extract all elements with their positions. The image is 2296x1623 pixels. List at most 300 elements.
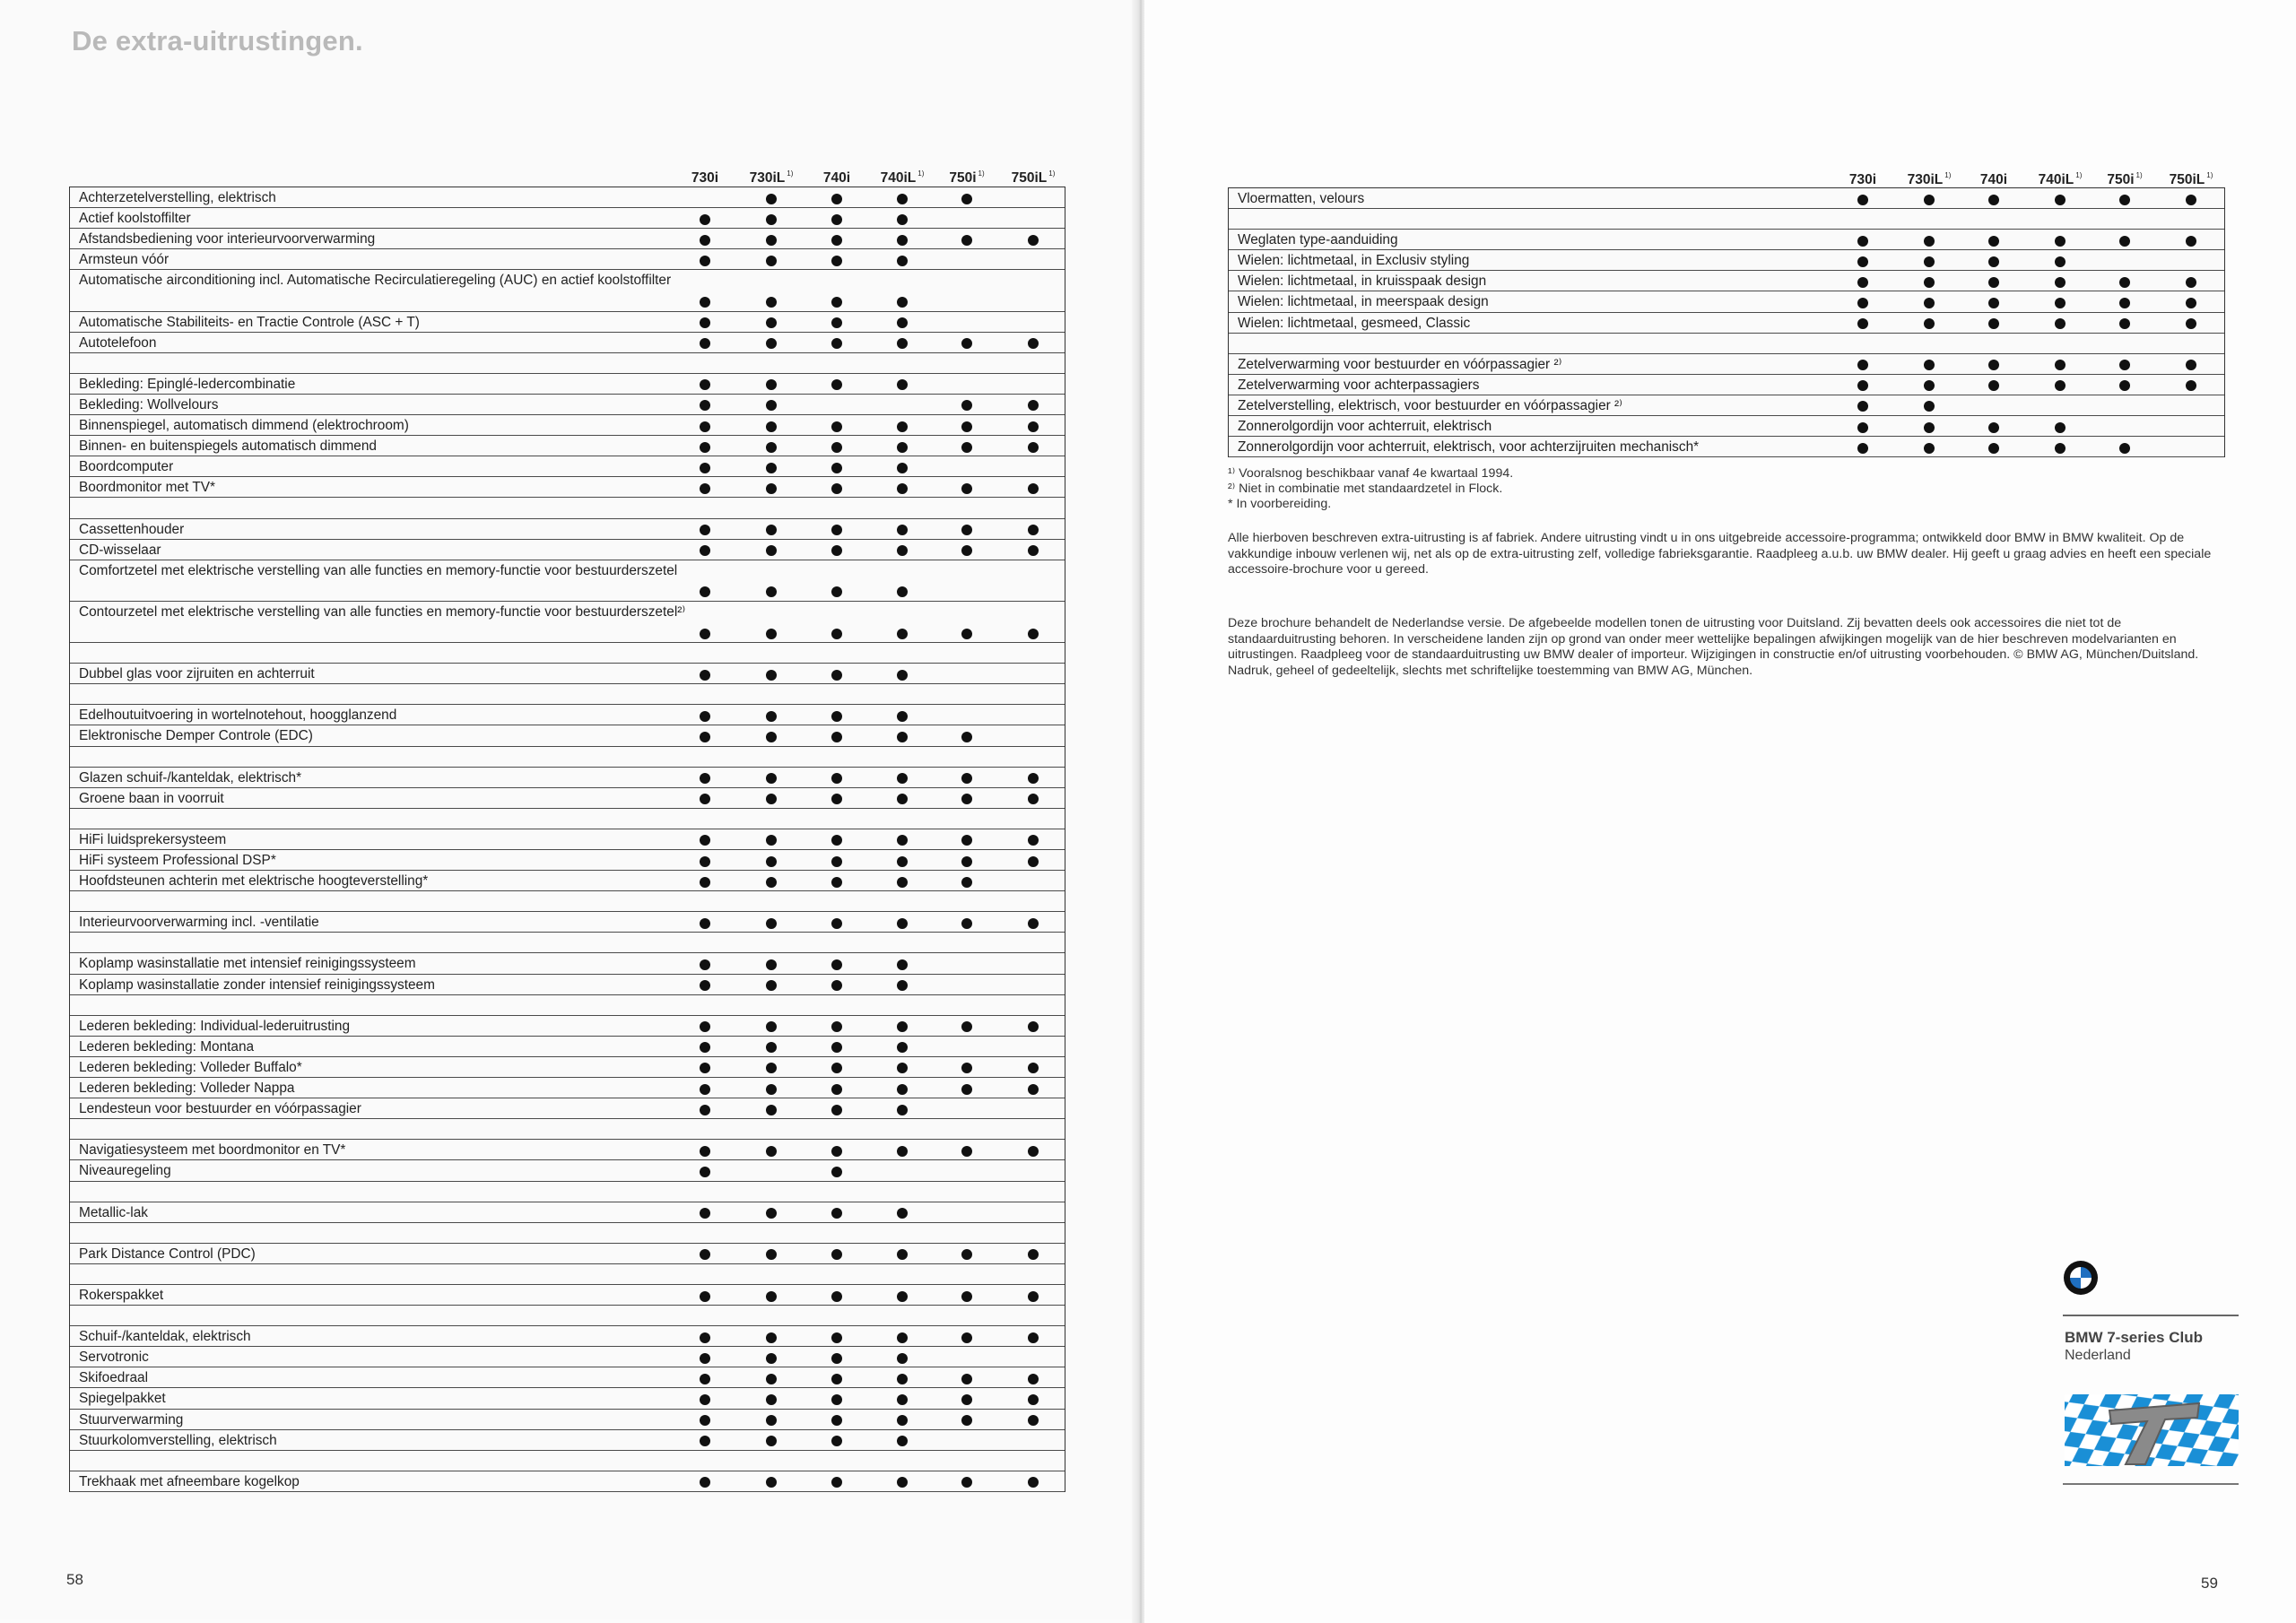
table-row: [1229, 375, 2224, 395]
availability-dot: [1857, 360, 1868, 370]
row-label: Weglaten type-aanduiding: [1238, 232, 1398, 248]
availability-dot: [1857, 318, 1868, 329]
availability-dot: [766, 1146, 777, 1157]
availability-dot: [831, 235, 842, 246]
availability-dot: [831, 545, 842, 556]
availability-dot: [831, 773, 842, 784]
availability-dot: [961, 773, 972, 784]
table-row: [70, 333, 1065, 353]
table-row: [70, 1326, 1065, 1347]
column-header-label: 730i: [691, 170, 719, 186]
availability-dot: [700, 1042, 710, 1053]
availability-dot: [831, 1084, 842, 1095]
availability-dot: [2186, 380, 2196, 391]
availability-dot: [700, 256, 710, 266]
availability-dot: [766, 711, 777, 722]
column-header: [1908, 172, 1952, 188]
row-label: Lederen bekleding: Volleder Nappa: [79, 1081, 295, 1097]
availability-dot: [897, 483, 908, 494]
club-name: BMW 7-series Club: [2065, 1329, 2203, 1346]
column-header-footnote: 1): [2206, 171, 2213, 179]
availability-dot: [831, 194, 842, 204]
row-label: Spiegelpakket: [79, 1391, 166, 1407]
availability-dot: [831, 835, 842, 846]
availability-dot: [831, 421, 842, 432]
availability-dot: [897, 1415, 908, 1426]
column-header-footnote: 1): [2075, 171, 2083, 179]
availability-dot: [1924, 277, 1935, 288]
availability-dot: [897, 1374, 908, 1384]
availability-dot: [831, 338, 842, 349]
availability-dot: [2119, 277, 2130, 288]
table-spacer-row: [1229, 334, 2224, 354]
table-row: [70, 1078, 1065, 1098]
availability-dot: [831, 711, 842, 722]
availability-dot: [2186, 318, 2196, 329]
column-header-label: 730iL: [1907, 172, 1944, 187]
table-row: [70, 270, 1065, 311]
availability-dot: [1028, 1291, 1039, 1302]
availability-dot: [1028, 794, 1039, 804]
availability-dot: [1988, 277, 1999, 288]
availability-dot: [766, 773, 777, 784]
table-row: [70, 1410, 1065, 1430]
availability-dot: [831, 980, 842, 991]
table-row: [70, 249, 1065, 270]
availability-dot: [897, 442, 908, 453]
availability-dot: [1924, 380, 1935, 391]
availability-dot: [897, 317, 908, 328]
availability-dot: [700, 214, 710, 225]
availability-dot: [831, 1353, 842, 1364]
table-row: [70, 477, 1065, 498]
availability-dot: [831, 856, 842, 867]
availability-dot: [1857, 277, 1868, 288]
availability-dot: [2186, 277, 2196, 288]
column-header-label: 750i: [2107, 172, 2135, 187]
availability-dot: [2055, 380, 2066, 391]
availability-dot: [2119, 298, 2130, 308]
table-row: [70, 725, 1065, 746]
table-row: [70, 540, 1065, 560]
availability-dot: [961, 525, 972, 535]
availability-dot: [897, 1084, 908, 1095]
availability-dot: [831, 629, 842, 639]
column-header-label: 730i: [1848, 172, 1877, 187]
availability-dot: [766, 732, 777, 742]
availability-dot: [766, 483, 777, 494]
row-label: Contourzetel met elektrische verstelling van alle functies en memory-functie voor bestuurderszetel²⁾: [79, 603, 686, 620]
table-row: [70, 1037, 1065, 1057]
availability-dot: [961, 1394, 972, 1405]
availability-dot: [831, 1291, 842, 1302]
availability-dot: [831, 1249, 842, 1260]
table-row: [70, 1430, 1065, 1451]
footnotes: [1228, 466, 2223, 512]
table-spacer-row: [70, 891, 1065, 912]
availability-dot: [831, 256, 842, 266]
availability-dot: [1028, 235, 1039, 246]
availability-dot: [831, 1021, 842, 1032]
table-row: [1229, 354, 2224, 375]
availability-dot: [961, 1146, 972, 1157]
availability-dot: [700, 835, 710, 846]
availability-dot: [2186, 195, 2196, 205]
availability-dot: [1857, 443, 1868, 454]
availability-dot: [831, 586, 842, 597]
availability-dot: [1028, 1084, 1039, 1095]
availability-dot: [897, 1105, 908, 1115]
availability-dot: [1924, 318, 1935, 329]
availability-dot: [766, 856, 777, 867]
availability-dot: [961, 400, 972, 411]
availability-dot: [831, 1394, 842, 1405]
availability-dot: [897, 379, 908, 390]
availability-dot: [961, 421, 972, 432]
table-row: [1229, 271, 2224, 291]
row-label: Niveauregeling: [79, 1163, 171, 1179]
table-row: [70, 912, 1065, 933]
row-label: Edelhoutuitvoering in wortelnotehout, hoogglanzend: [79, 707, 397, 724]
page-number-right: 59: [2201, 1575, 2218, 1592]
table-spacer-row: [70, 1306, 1065, 1326]
availability-dot: [2055, 195, 2066, 205]
table-row: [70, 1285, 1065, 1306]
table-row: [70, 312, 1065, 333]
availability-dot: [700, 1415, 710, 1426]
availability-dot: [1028, 1249, 1039, 1260]
availability-dot: [766, 959, 777, 970]
availability-dot: [1924, 236, 1935, 247]
availability-dot: [1988, 318, 1999, 329]
table-row: [70, 1244, 1065, 1264]
availability-dot: [831, 1063, 842, 1073]
availability-dot: [831, 1105, 842, 1115]
table-row: [70, 1367, 1065, 1388]
table-row: [1229, 230, 2224, 250]
availability-dot: [961, 629, 972, 639]
availability-dot: [961, 1477, 972, 1488]
availability-dot: [897, 1291, 908, 1302]
availability-dot: [2186, 360, 2196, 370]
row-label: Zetelverstelling, elektrisch, voor bestuurder en vóórpassagier ²⁾: [1238, 397, 1622, 413]
availability-dot: [766, 1208, 777, 1219]
table-row: [1229, 250, 2224, 271]
column-header: [2039, 172, 2083, 188]
availability-dot: [831, 525, 842, 535]
availability-dot: [1857, 256, 1868, 267]
table-row: [1229, 395, 2224, 416]
availability-dot: [700, 442, 710, 453]
availability-dot: [766, 1021, 777, 1032]
availability-dot: [897, 194, 908, 204]
availability-dot: [700, 1436, 710, 1446]
table-row: [70, 456, 1065, 477]
row-label: Rokerspakket: [79, 1287, 164, 1303]
row-label: Automatische Stabiliteits- en Tractie Controle (ASC + T): [79, 314, 420, 330]
availability-dot: [897, 421, 908, 432]
availability-dot: [831, 1208, 842, 1219]
availability-dot: [831, 483, 842, 494]
row-label: Hoofdsteunen achterin met elektrische hoogteverstelling*: [79, 873, 429, 890]
availability-dot: [897, 214, 908, 225]
availability-dot: [961, 1415, 972, 1426]
availability-dot: [831, 959, 842, 970]
availability-dot: [1028, 773, 1039, 784]
bavarian-seven-emblem-icon: [2065, 1394, 2239, 1466]
table-spacer-row: [1229, 209, 2224, 230]
availability-dot: [897, 1394, 908, 1405]
availability-dot: [831, 670, 842, 681]
row-label: Wielen: lichtmetaal, gesmeed, Classic: [1238, 315, 1471, 331]
availability-dot: [766, 670, 777, 681]
availability-dot: [700, 463, 710, 473]
row-label: Glazen schuif-/kanteldak, elektrisch*: [79, 769, 302, 785]
availability-dot: [1988, 422, 1999, 433]
row-label: Zetelverwarming voor achterpassagiers: [1238, 377, 1480, 393]
table-row: [70, 229, 1065, 249]
table-row: [70, 788, 1065, 809]
availability-dot: [897, 256, 908, 266]
availability-dot: [766, 1042, 777, 1053]
availability-dot: [700, 317, 710, 328]
availability-dot: [897, 1332, 908, 1343]
availability-dot: [1028, 1146, 1039, 1157]
availability-dot: [766, 421, 777, 432]
availability-dot: [766, 918, 777, 929]
table-row: [70, 1388, 1065, 1409]
table-spacer-row: [70, 1264, 1065, 1285]
row-label: Koplamp wasinstallatie met intensief reinigingssysteem: [79, 956, 416, 972]
availability-dot: [1028, 525, 1039, 535]
availability-dot: [766, 1415, 777, 1426]
availability-dot: [831, 1167, 842, 1177]
column-header: [2170, 172, 2213, 188]
availability-dot: [700, 483, 710, 494]
footnote: * In voorbereiding.: [1228, 497, 1332, 511]
availability-dot: [766, 235, 777, 246]
availability-dot: [2055, 256, 2066, 267]
page-title: De extra-uitrustingen.: [72, 25, 363, 56]
availability-dot: [961, 442, 972, 453]
availability-dot: [961, 1249, 972, 1260]
availability-dot: [700, 338, 710, 349]
availability-dot: [831, 1436, 842, 1446]
availability-dot: [897, 586, 908, 597]
availability-dot: [766, 463, 777, 473]
availability-dot: [700, 545, 710, 556]
availability-dot: [897, 980, 908, 991]
row-label: Lederen bekleding: Individual-lederuitrusting: [79, 1018, 351, 1034]
availability-dot: [897, 856, 908, 867]
availability-dot: [1857, 195, 1868, 205]
availability-dot: [2055, 277, 2066, 288]
availability-dot: [2186, 298, 2196, 308]
row-label: Dubbel glas voor zijruiten en achterruit: [79, 666, 315, 682]
availability-dot: [1028, 918, 1039, 929]
availability-dot: [2119, 380, 2130, 391]
column-header-footnote: 1): [2135, 171, 2143, 179]
table-spacer-row: [70, 1182, 1065, 1202]
row-label: Binnen- en buitenspiegels automatisch dimmend: [79, 438, 377, 455]
availability-dot: [766, 1394, 777, 1405]
availability-dot: [700, 773, 710, 784]
availability-dot: [766, 338, 777, 349]
row-label: Stuurkolomverstelling, elektrisch: [79, 1432, 277, 1448]
column-header: [1849, 172, 1876, 188]
availability-dot: [700, 1332, 710, 1343]
club-country: Nederland: [2065, 1348, 2131, 1363]
availability-dot: [700, 670, 710, 681]
availability-dot: [700, 959, 710, 970]
availability-dot: [700, 1021, 710, 1032]
row-label: Lendesteun voor bestuurder en vóórpassagier: [79, 1101, 361, 1117]
page-number-left: 58: [66, 1571, 83, 1588]
availability-dot: [831, 297, 842, 308]
row-label: Zetelverwarming voor bestuurder en vóórpassagier ²⁾: [1238, 356, 1562, 372]
availability-dot: [700, 1208, 710, 1219]
availability-dot: [700, 1063, 710, 1073]
availability-dot: [766, 835, 777, 846]
availability-dot: [2055, 298, 2066, 308]
availability-dot: [1028, 1063, 1039, 1073]
availability-dot: [1924, 401, 1935, 412]
club-divider-top: [2063, 1315, 2239, 1316]
availability-dot: [766, 442, 777, 453]
table-row: [70, 560, 1065, 602]
right-equipment-table: [1228, 187, 2225, 457]
availability-dot: [831, 1146, 842, 1157]
availability-dot: [897, 732, 908, 742]
availability-dot: [2055, 318, 2066, 329]
table-row: [70, 768, 1065, 788]
table-row: [1229, 437, 2224, 457]
table-row: [70, 1057, 1065, 1078]
availability-dot: [2119, 236, 2130, 247]
table-row: [70, 664, 1065, 684]
availability-dot: [766, 1291, 777, 1302]
row-label: Metallic-lak: [79, 1204, 148, 1220]
availability-dot: [1857, 298, 1868, 308]
availability-dot: [1988, 236, 1999, 247]
availability-dot: [897, 1042, 908, 1053]
row-label: Koplamp wasinstallatie zonder intensief reinigingssysteem: [79, 976, 435, 993]
availability-dot: [766, 297, 777, 308]
table-row: [1229, 313, 2224, 334]
availability-dot: [700, 629, 710, 639]
table-row: [70, 374, 1065, 395]
availability-dot: [897, 1063, 908, 1073]
availability-dot: [961, 194, 972, 204]
table-spacer-row: [70, 933, 1065, 953]
availability-dot: [961, 835, 972, 846]
availability-dot: [1988, 195, 1999, 205]
availability-dot: [831, 214, 842, 225]
table-row: [70, 519, 1065, 540]
availability-dot: [961, 235, 972, 246]
availability-dot: [1857, 236, 1868, 247]
row-label: Vloermatten, velours: [1238, 191, 1365, 206]
availability-dot: [766, 1332, 777, 1343]
availability-dot: [766, 794, 777, 804]
availability-dot: [897, 545, 908, 556]
table-spacer-row: [70, 1223, 1065, 1244]
availability-dot: [700, 980, 710, 991]
availability-dot: [1988, 360, 1999, 370]
availability-dot: [1924, 443, 1935, 454]
row-label: Skifoedraal: [79, 1370, 148, 1386]
availability-dot: [2055, 443, 2066, 454]
availability-dot: [961, 545, 972, 556]
row-label: Bekleding: Epinglé-ledercombinatie: [79, 376, 296, 392]
column-header-label: 740iL: [2038, 172, 2074, 187]
availability-dot: [897, 835, 908, 846]
availability-dot: [897, 773, 908, 784]
availability-dot: [1028, 1477, 1039, 1488]
row-label: Wielen: lichtmetaal, in meerspaak design: [1238, 294, 1489, 310]
row-label: Cassettenhouder: [79, 521, 185, 537]
availability-dot: [897, 1146, 908, 1157]
availability-dot: [897, 235, 908, 246]
column-header-label: 750iL: [1011, 170, 1048, 186]
availability-dot: [2119, 443, 2130, 454]
availability-dot: [1028, 856, 1039, 867]
availability-dot: [1028, 1021, 1039, 1032]
row-label: Elektronische Demper Controle (EDC): [79, 728, 313, 744]
availability-dot: [700, 918, 710, 929]
column-header-label: 750iL: [2169, 172, 2205, 187]
availability-dot: [897, 918, 908, 929]
availability-dot: [2055, 360, 2066, 370]
availability-dot: [700, 1084, 710, 1095]
availability-dot: [2055, 236, 2066, 247]
availability-dot: [961, 1291, 972, 1302]
row-label: Actief koolstoffilter: [79, 211, 191, 227]
availability-dot: [1028, 400, 1039, 411]
availability-dot: [1988, 256, 1999, 267]
availability-dot: [700, 1394, 710, 1405]
availability-dot: [1028, 1374, 1039, 1384]
availability-dot: [1028, 1394, 1039, 1405]
availability-dot: [961, 732, 972, 742]
availability-dot: [831, 1042, 842, 1053]
table-row: [70, 953, 1065, 974]
table-row: [70, 1471, 1065, 1492]
availability-dot: [897, 877, 908, 888]
availability-dot: [766, 400, 777, 411]
availability-dot: [766, 980, 777, 991]
availability-dot: [766, 194, 777, 204]
row-label: Bekleding: Wollvelours: [79, 396, 219, 412]
row-label: Trekhaak met afneembare kogelkop: [79, 1473, 300, 1489]
availability-dot: [766, 1436, 777, 1446]
availability-dot: [897, 525, 908, 535]
row-label: Lederen bekleding: Montana: [79, 1038, 255, 1055]
availability-dot: [700, 856, 710, 867]
availability-dot: [766, 586, 777, 597]
row-label: HiFi systeem Professional DSP*: [79, 853, 276, 868]
table-row: [1229, 291, 2224, 312]
availability-dot: [897, 1353, 908, 1364]
row-label: Binnenspiegel, automatisch dimmend (elektrochroom): [79, 418, 409, 434]
table-row: [70, 975, 1065, 995]
availability-dot: [897, 338, 908, 349]
availability-dot: [700, 877, 710, 888]
row-label: Stuurverwarming: [79, 1411, 184, 1428]
availability-dot: [1028, 629, 1039, 639]
availability-dot: [2186, 236, 2196, 247]
availability-dot: [1028, 1415, 1039, 1426]
